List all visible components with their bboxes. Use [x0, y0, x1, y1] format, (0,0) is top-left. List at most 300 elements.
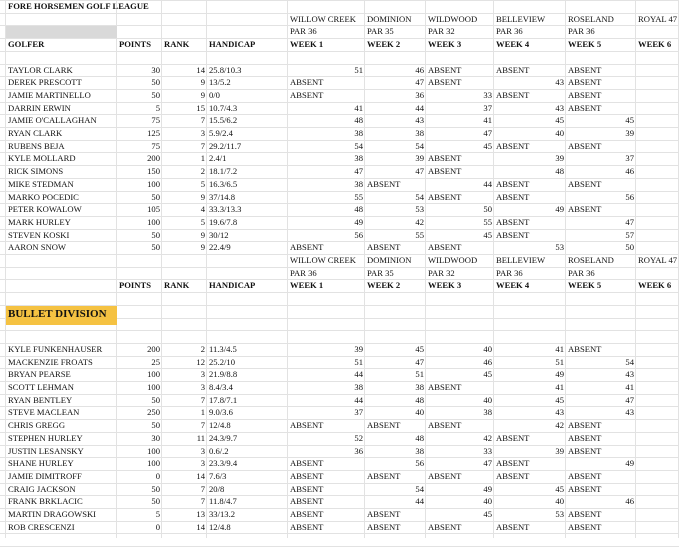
cell[interactable]: 46	[415, 64, 424, 75]
cell[interactable]: 44	[354, 394, 363, 405]
cell[interactable]: 38	[354, 178, 363, 189]
cell[interactable]: 50	[151, 483, 160, 494]
cell[interactable]: 45	[483, 509, 492, 519]
cell[interactable]: 43	[555, 407, 564, 418]
cell[interactable]: ABSENT	[290, 483, 324, 494]
cell[interactable]: 100	[147, 369, 160, 380]
cell[interactable]: 51	[354, 356, 363, 367]
cell[interactable]: 47	[625, 216, 634, 227]
course-name[interactable]: DOMINION	[367, 255, 412, 265]
cell[interactable]: 3	[200, 369, 205, 380]
cell[interactable]: 36	[415, 89, 424, 100]
cell[interactable]	[636, 140, 679, 153]
cell[interactable]: 38	[354, 128, 363, 138]
cell[interactable]: 54	[625, 356, 634, 367]
cell[interactable]: ABSENT	[568, 178, 602, 189]
golfer-name[interactable]: BRYAN PEARSE	[8, 369, 71, 380]
cell[interactable]: ABSENT	[496, 191, 530, 202]
cell[interactable]	[636, 241, 679, 254]
cell[interactable]	[636, 102, 679, 115]
par-value[interactable]: PAR 36	[568, 267, 595, 278]
cell[interactable]: 37	[625, 153, 634, 164]
cell[interactable]: 9.0/3.6	[209, 407, 233, 418]
cell[interactable]: 39	[415, 153, 424, 164]
cell[interactable]: 13	[196, 509, 205, 519]
cell[interactable]: 40	[483, 496, 492, 507]
golfer-name[interactable]: STEVE MACLEAN	[8, 407, 80, 418]
league-title[interactable]: FORE HORSEMEN GOLF LEAGUE	[8, 1, 149, 11]
cell[interactable]: 41	[483, 115, 492, 126]
cell[interactable]: 200	[147, 343, 160, 354]
golfer-name[interactable]: PETER KOWALOW	[8, 204, 82, 215]
cell[interactable]: 38	[354, 382, 363, 392]
cell[interactable]: 53	[555, 242, 564, 253]
column-header[interactable]: RANK	[164, 280, 190, 291]
cell[interactable]: 45	[483, 140, 492, 151]
cell[interactable]	[636, 229, 679, 242]
cell[interactable]: 11	[196, 432, 205, 443]
cell[interactable]: 12/4.8	[209, 521, 231, 532]
cell[interactable]: 22.4/9	[209, 242, 231, 253]
column-header[interactable]: POINTS	[119, 280, 151, 291]
golfer-name[interactable]: JAMIE DIMITROFF	[8, 470, 82, 481]
cell[interactable]: 29.2/11.7	[209, 140, 242, 151]
par-value[interactable]: PAR 36	[496, 26, 523, 37]
cell[interactable]: 48	[415, 432, 424, 443]
cell[interactable]: ABSENT	[428, 382, 462, 392]
cell[interactable]: 37	[483, 102, 492, 113]
cell[interactable]: ABSENT	[568, 204, 602, 215]
cell[interactable]: 44	[483, 178, 492, 189]
cell[interactable]: 250	[147, 407, 160, 418]
cell[interactable]: 38	[415, 128, 424, 138]
cell[interactable]: 3	[200, 128, 205, 138]
cell[interactable]: ABSENT	[428, 166, 462, 177]
cell[interactable]	[636, 76, 679, 89]
cell[interactable]: 9	[200, 77, 205, 88]
golfer-name[interactable]: KYLE MOLLARD	[8, 153, 76, 164]
cell[interactable]: ABSENT	[496, 178, 530, 189]
cell[interactable]: 50	[151, 496, 160, 507]
week-label[interactable]: WEEK 5	[568, 280, 602, 291]
cell[interactable]: 47	[415, 77, 424, 88]
cell[interactable]: 41	[555, 382, 564, 392]
week-label[interactable]: WEEK 3	[428, 39, 462, 50]
cell[interactable]: 43	[555, 102, 564, 113]
golfer-name[interactable]: SHANE HURLEY	[8, 458, 74, 469]
cell[interactable]: ABSENT	[290, 521, 324, 532]
golfer-name[interactable]: CRAIG JACKSON	[8, 483, 76, 494]
cell[interactable]: ABSENT	[496, 140, 530, 151]
cell[interactable]: 1	[200, 407, 205, 418]
week-label[interactable]: WEEK 6	[638, 39, 672, 50]
cell[interactable]: 24.3/9.7	[209, 432, 238, 443]
golfer-name[interactable]: RYAN BENTLEY	[8, 394, 73, 405]
cell[interactable]: 40	[483, 394, 492, 405]
cell[interactable]	[636, 152, 679, 165]
column-header[interactable]: RANK	[164, 39, 190, 50]
cell[interactable]: 75	[151, 140, 160, 151]
cell[interactable]: 30/12	[209, 229, 229, 240]
cell[interactable]: 43	[555, 77, 564, 88]
golfer-name[interactable]: MARKO POCEDIC	[8, 191, 79, 202]
cell[interactable]: 43	[625, 369, 634, 380]
golfer-name[interactable]: CHRIS GREGG	[8, 420, 66, 431]
cell[interactable]: ABSENT	[367, 521, 401, 532]
cell[interactable]: 38	[415, 445, 424, 456]
golfer-name[interactable]: MIKE STEDMAN	[8, 178, 74, 189]
cell[interactable]: 39	[625, 128, 634, 138]
cell[interactable]	[636, 191, 679, 204]
cell[interactable]: 46	[625, 496, 634, 507]
cell[interactable]: 48	[415, 394, 424, 405]
cell[interactable]: 5	[155, 102, 160, 113]
cell[interactable]: 3	[200, 458, 205, 469]
cell[interactable]	[636, 356, 679, 369]
cell[interactable]: 12	[196, 356, 205, 367]
cell[interactable]: 9	[200, 242, 205, 253]
cell[interactable]: ABSENT	[367, 420, 401, 431]
cell[interactable]: 47	[625, 394, 634, 405]
cell[interactable]: 50	[625, 242, 634, 253]
cell[interactable]	[636, 445, 679, 458]
cell[interactable]: 45	[555, 115, 564, 126]
cell[interactable]: 100	[147, 216, 160, 227]
golfer-name[interactable]: MACKENZIE FROATS	[8, 356, 93, 367]
cell[interactable]: ABSENT	[290, 470, 324, 481]
cell[interactable]: ABSENT	[290, 496, 324, 507]
golfer-name[interactable]: SCOTT LEHMAN	[8, 382, 74, 392]
cell[interactable]: ABSENT	[568, 64, 602, 75]
cell[interactable]: 38	[483, 407, 492, 418]
cell[interactable]: 41	[354, 102, 363, 113]
cell[interactable]: 7.6/3	[209, 470, 227, 481]
cell[interactable]: 48	[555, 166, 564, 177]
cell[interactable]: 47	[415, 356, 424, 367]
cell[interactable]: ABSENT	[290, 89, 324, 100]
cell[interactable]: 2	[200, 166, 205, 177]
cell[interactable]	[636, 343, 679, 356]
course-name[interactable]: ROYAL 47	[638, 13, 678, 24]
cell[interactable]: 50	[151, 77, 160, 88]
cell[interactable]: ABSENT	[367, 178, 401, 189]
cell[interactable]: 54	[415, 140, 424, 151]
golfer-name[interactable]: STEPHEN HURLEY	[8, 432, 83, 443]
cell[interactable]	[636, 368, 679, 381]
cell[interactable]: ABSENT	[568, 470, 602, 481]
cell[interactable]: ABSENT	[496, 89, 530, 100]
cell[interactable]: 37	[354, 407, 363, 418]
cell[interactable]: 25	[151, 356, 160, 367]
cell[interactable]: 8.4/3.4	[209, 382, 233, 392]
cell[interactable]: ABSENT	[568, 420, 602, 431]
golfer-name[interactable]: DARRIN ERWIN	[8, 102, 71, 113]
cell[interactable]: 37/14.8	[209, 191, 236, 202]
cell[interactable]: 41	[625, 382, 634, 392]
par-value[interactable]: PAR 36	[496, 267, 523, 278]
cell[interactable]	[636, 432, 679, 445]
cell[interactable]: 200	[147, 153, 160, 164]
cell[interactable]: 3	[200, 382, 205, 392]
cell[interactable]	[636, 216, 679, 229]
cell[interactable]: 3	[200, 445, 205, 456]
cell[interactable]: 48	[354, 204, 363, 215]
golfer-name[interactable]: AARON SNOW	[8, 242, 67, 253]
course-name[interactable]: ROSELAND	[568, 255, 614, 265]
cell[interactable]: 33	[483, 89, 492, 100]
cell[interactable]: 44	[415, 102, 424, 113]
cell[interactable]: 14	[196, 470, 205, 481]
golfer-name[interactable]: MARTIN DRAGOWSKI	[8, 509, 97, 519]
cell[interactable]	[636, 483, 679, 496]
cell[interactable]: 50	[151, 242, 160, 253]
cell[interactable]: ABSENT	[428, 242, 462, 253]
cell[interactable]: 5.9/2.4	[209, 128, 233, 138]
cell[interactable]: 25.8/10.3	[209, 64, 242, 75]
golfer-name[interactable]: RUBENS BEJA	[8, 140, 65, 151]
cell[interactable]: 12/4.8	[209, 420, 231, 431]
cell[interactable]	[636, 508, 679, 521]
cell[interactable]: 18.1/7.2	[209, 166, 238, 177]
golfer-name[interactable]: RICK SIMONS	[8, 166, 64, 177]
cell[interactable]: 44	[415, 496, 424, 507]
cell[interactable]: 49	[483, 483, 492, 494]
cell[interactable]: 54	[354, 140, 363, 151]
cell[interactable]: ABSENT	[568, 343, 602, 354]
cell[interactable]: ABSENT	[367, 242, 401, 253]
cell[interactable]: 45	[415, 343, 424, 354]
cell[interactable]: 51	[354, 64, 363, 75]
cell[interactable]: ABSENT	[428, 64, 462, 75]
cell[interactable]: ABSENT	[290, 420, 324, 431]
cell[interactable]: 50	[151, 229, 160, 240]
golfer-name[interactable]: RYAN CLARK	[8, 128, 63, 138]
cell[interactable]: 13/5.2	[209, 77, 231, 88]
course-name[interactable]: BELLEVIEW	[496, 13, 546, 24]
cell[interactable]: ABSENT	[568, 521, 602, 532]
cell[interactable]: 30	[151, 432, 160, 443]
cell[interactable]: 45	[625, 115, 634, 126]
cell[interactable]: 43	[415, 115, 424, 126]
week-label[interactable]: WEEK 2	[367, 280, 401, 291]
cell[interactable]: 40	[555, 128, 564, 138]
cell[interactable]: ABSENT	[428, 153, 462, 164]
cell[interactable]: 11.3/4.5	[209, 343, 237, 354]
cell[interactable]: ABSENT	[290, 458, 324, 469]
par-value[interactable]: PAR 32	[428, 267, 455, 278]
cell[interactable]: ABSENT	[428, 521, 462, 532]
cell[interactable]: 47	[483, 458, 492, 469]
cell[interactable]: ABSENT	[428, 420, 462, 431]
cell[interactable]	[636, 127, 679, 140]
cell[interactable]: 14	[196, 64, 205, 75]
cell[interactable]: 44	[354, 369, 363, 380]
golfer-name[interactable]: STEVEN KOSKI	[8, 229, 70, 240]
course-name[interactable]: DOMINION	[367, 13, 412, 24]
cell[interactable]: 14	[196, 521, 205, 532]
cell[interactable]: 40	[555, 496, 564, 507]
cell[interactable]: ABSENT	[568, 89, 602, 100]
cell[interactable]: 54	[415, 483, 424, 494]
cell[interactable]: 42	[555, 420, 564, 431]
cell[interactable]: 38	[415, 382, 424, 392]
cell[interactable]: ABSENT	[496, 216, 530, 227]
cell[interactable]: 36	[354, 445, 363, 456]
cell[interactable]: 50	[151, 394, 160, 405]
par-value[interactable]: PAR 35	[367, 267, 394, 278]
cell[interactable]: 50	[151, 420, 160, 431]
cell[interactable]	[636, 381, 679, 394]
cell[interactable]: ABSENT	[428, 470, 462, 481]
cell[interactable]: 40	[483, 343, 492, 354]
cell[interactable]: 25.2/10	[209, 356, 236, 367]
cell[interactable]: 43	[625, 407, 634, 418]
cell[interactable]: 30	[151, 64, 160, 75]
cell[interactable]: 56	[415, 458, 424, 469]
cell[interactable]: 42	[415, 216, 424, 227]
column-header[interactable]: GOLFER	[8, 39, 45, 50]
cell[interactable]: ABSENT	[428, 191, 462, 202]
cell[interactable]: 56	[625, 191, 634, 202]
cell[interactable]: 52	[354, 432, 363, 443]
cell[interactable]: 45	[555, 483, 564, 494]
cell[interactable]: 1	[200, 153, 205, 164]
cell[interactable]: 0.6/.2	[209, 445, 229, 456]
cell[interactable]	[636, 521, 679, 534]
cell[interactable]: 7	[200, 420, 205, 431]
cell[interactable]: 50	[151, 191, 160, 202]
cell[interactable]: 7	[200, 115, 205, 126]
cell[interactable]: 0/0	[209, 89, 220, 100]
cell[interactable]	[636, 165, 679, 178]
cell[interactable]: 9	[200, 191, 205, 202]
cell[interactable]: ABSENT	[367, 470, 401, 481]
course-name[interactable]: WILDWOOD	[428, 13, 478, 24]
cell[interactable]: 41	[555, 343, 564, 354]
cell[interactable]: 11.8/4.7	[209, 496, 237, 507]
cell[interactable]: 51	[555, 356, 564, 367]
cell[interactable]: 150	[147, 166, 160, 177]
cell[interactable]: ABSENT	[568, 140, 602, 151]
cell[interactable]: 45	[483, 229, 492, 240]
course-name[interactable]: WILLOW CREEK	[290, 255, 356, 265]
cell[interactable]: 55	[483, 216, 492, 227]
cell[interactable]: ABSENT	[367, 509, 401, 519]
cell[interactable]: 33	[483, 445, 492, 456]
cell[interactable]: ABSENT	[428, 77, 462, 88]
week-label[interactable]: WEEK 1	[290, 280, 324, 291]
cell[interactable]: ABSENT	[496, 64, 530, 75]
golfer-name[interactable]: DEREK PRESCOTT	[8, 77, 82, 88]
cell[interactable]: 100	[147, 458, 160, 469]
week-label[interactable]: WEEK 2	[367, 39, 401, 50]
week-label[interactable]: WEEK 4	[496, 280, 530, 291]
cell[interactable]	[636, 419, 679, 432]
cell[interactable]: 5	[155, 509, 160, 519]
week-label[interactable]: WEEK 3	[428, 280, 462, 291]
column-header[interactable]: HANDICAP	[209, 39, 256, 50]
cell[interactable]: 53	[415, 204, 424, 215]
cell[interactable]: 16.3/6.5	[209, 178, 238, 189]
cell[interactable]: 55	[354, 191, 363, 202]
cell[interactable]: 15	[196, 102, 205, 113]
cell[interactable]: 45	[483, 369, 492, 380]
cell[interactable]	[636, 394, 679, 407]
cell[interactable]	[636, 178, 679, 191]
cell[interactable]: 2	[200, 343, 205, 354]
week-label[interactable]: WEEK 4	[496, 39, 530, 50]
cell[interactable]	[636, 457, 679, 470]
cell[interactable]: 9	[200, 229, 205, 240]
cell[interactable]: 100	[147, 445, 160, 456]
cell[interactable]: ABSENT	[496, 432, 530, 443]
cell[interactable]: 23.3/9.4	[209, 458, 238, 469]
par-value[interactable]: PAR 36	[568, 26, 595, 37]
golfer-name[interactable]: TAYLOR CLARK	[8, 64, 73, 75]
cell[interactable]: 51	[415, 369, 424, 380]
cell[interactable]: ABSENT	[290, 242, 324, 253]
cell[interactable]	[636, 203, 679, 216]
cell[interactable]: 38	[354, 153, 363, 164]
cell[interactable]: 50	[483, 204, 492, 215]
cell[interactable]: 47	[483, 128, 492, 138]
golfer-name[interactable]: ROB CRESCENZI	[8, 521, 75, 532]
week-label[interactable]: WEEK 6	[638, 280, 672, 291]
golfer-name[interactable]: JAMIE O'CALLAGHAN	[8, 115, 97, 126]
cell[interactable]: 49	[625, 458, 634, 469]
cell[interactable]: ABSENT	[568, 509, 602, 519]
cell[interactable]: 54	[415, 191, 424, 202]
cell[interactable]: 39	[354, 343, 363, 354]
cell[interactable]: 125	[147, 128, 160, 138]
cell[interactable]: 105	[147, 204, 160, 215]
cell[interactable]: 40	[415, 407, 424, 418]
cell[interactable]: ABSENT	[496, 229, 530, 240]
cell[interactable]: 5	[200, 216, 205, 227]
cell[interactable]: 7	[200, 496, 205, 507]
cell[interactable]: 56	[354, 229, 363, 240]
cell[interactable]: 4	[200, 204, 205, 215]
cell[interactable]: ABSENT	[290, 509, 324, 519]
cell[interactable]: 20/8	[209, 483, 225, 494]
cell[interactable]: 53	[555, 509, 564, 519]
cell[interactable]: 49	[555, 369, 564, 380]
week-label[interactable]: WEEK 5	[568, 39, 602, 50]
cell[interactable]: 57	[625, 229, 634, 240]
cell[interactable]: 5	[200, 178, 205, 189]
cell[interactable]: ABSENT	[496, 521, 530, 532]
cell[interactable]: 2.4/1	[209, 153, 227, 164]
course-name[interactable]: BELLEVIEW	[496, 255, 546, 265]
cell[interactable]	[636, 114, 679, 127]
cell[interactable]: 15.5/6.2	[209, 115, 238, 126]
cell[interactable]	[636, 89, 679, 102]
par-value[interactable]	[636, 267, 679, 280]
cell[interactable]: 10.7/4.3	[209, 102, 238, 113]
bullet-division-title[interactable]: BULLET DIVISION	[8, 307, 107, 320]
cell[interactable]: 49	[354, 216, 363, 227]
cell[interactable]: 75	[151, 115, 160, 126]
cell[interactable]: ABSENT	[568, 432, 602, 443]
cell[interactable]: ABSENT	[496, 458, 530, 469]
cell[interactable]: 21.9/8.8	[209, 369, 238, 380]
cell[interactable]	[636, 406, 679, 419]
cell[interactable]: 55	[415, 229, 424, 240]
course-name[interactable]: WILDWOOD	[428, 255, 478, 265]
cell[interactable]: ABSENT	[568, 445, 602, 456]
week-label[interactable]: WEEK 1	[290, 39, 324, 50]
cell[interactable]: 33.3/13.3	[209, 204, 242, 215]
